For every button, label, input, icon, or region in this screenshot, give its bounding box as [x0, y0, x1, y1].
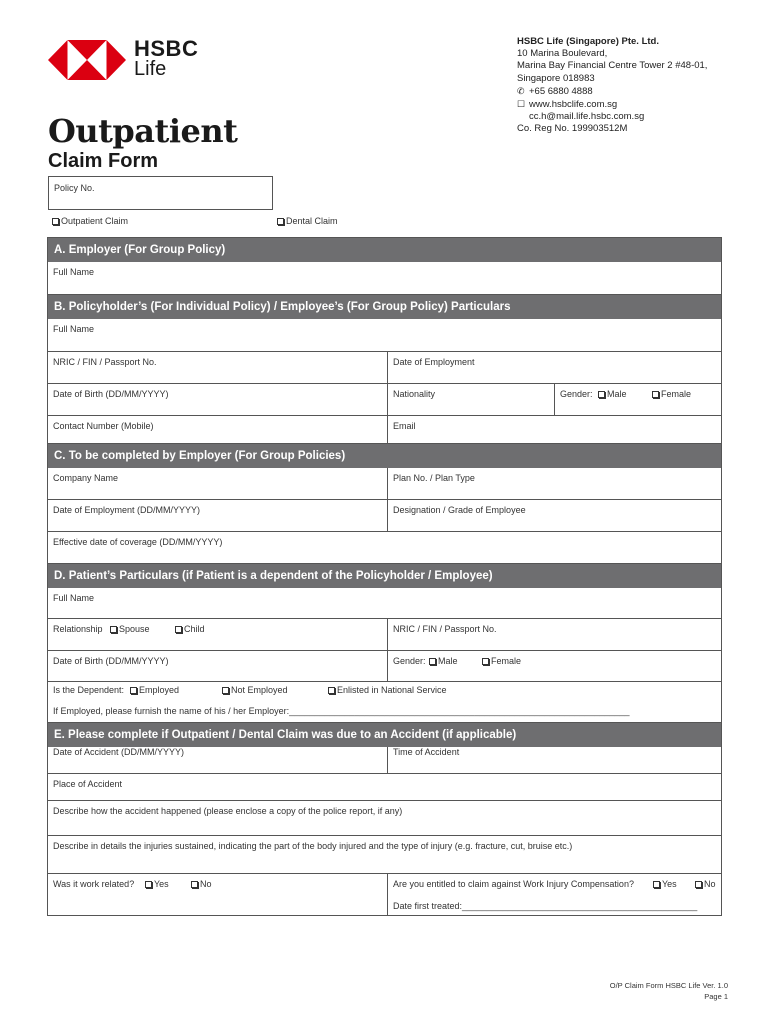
relationship-spouse-option[interactable]: Spouse — [110, 624, 150, 634]
patient-nric-field[interactable]: NRIC / FIN / Passport No. — [388, 619, 721, 651]
company-reg: Co. Reg No. 199903512M — [517, 123, 628, 135]
company-address-1: 10 Marina Boulevard, — [517, 48, 608, 60]
company-phone — [517, 85, 747, 98]
designation-field[interactable]: Designation / Grade of Employee — [388, 500, 721, 532]
patient-gender-female-option[interactable]: Female — [482, 656, 521, 666]
employee-date-employment-field[interactable]: Date of Employment (DD/MM/YYYY) — [48, 500, 388, 532]
checkbox-icon[interactable] — [222, 687, 229, 694]
hsbc-hexagon-icon — [48, 40, 126, 80]
patient-dob-field[interactable]: Date of Birth (DD/MM/YYYY) — [48, 651, 388, 682]
company-info — [517, 36, 747, 136]
company-email[interactable]: cc.h@mail.life.hsbc.com.sg — [529, 111, 645, 123]
company-phone-number: +65 6880 4888 — [529, 85, 593, 97]
hsbc-life-logo — [48, 36, 208, 84]
relationship-child-option[interactable]: Child — [175, 624, 205, 634]
section-b-header: B. Policyholder’s (For Individual Policy) / Employee’s (For Group Policy) Particulars — [48, 295, 721, 319]
policy-no-label: Policy No. — [54, 183, 95, 193]
section-d-header: D. Patient’s Particulars (if Patient is a dependent of the Policyholder / Employee) — [48, 564, 721, 588]
work-related-yes-option[interactable]: Yes — [145, 879, 169, 889]
checkbox-icon[interactable] — [328, 687, 335, 694]
outpatient-claim-option[interactable]: Outpatient Claim — [52, 216, 128, 226]
describe-accident-field[interactable]: Describe how the accident happened (please enclose a copy of the police report, if any) — [48, 801, 721, 836]
checkbox-icon[interactable] — [598, 391, 605, 398]
phone-icon: ✆ — [517, 85, 525, 96]
gender-female-option[interactable]: Female — [652, 389, 691, 399]
employer-name-line[interactable]: If Employed, please furnish the name of his / her Employer:____________________________________________________________________ — [53, 706, 630, 716]
policyholder-dob-field[interactable]: Date of Birth (DD/MM/YYYY) — [48, 384, 388, 416]
policyholder-contact-field[interactable]: Contact Number (Mobile) — [48, 416, 388, 444]
employed-option[interactable]: Employed — [130, 685, 179, 695]
company-address-2: Marina Bay Financial Centre Tower 2 #48-01, — [517, 60, 708, 72]
policyholder-full-name-field[interactable]: Full Name — [48, 319, 721, 352]
company-website — [517, 98, 747, 111]
company-website-url[interactable]: www.hsbclife.com.sg — [529, 99, 618, 111]
patient-gender-field: Gender: Male Female — [388, 651, 721, 682]
employer-full-name-field[interactable]: Full Name — [48, 262, 721, 295]
checkbox-icon[interactable] — [110, 626, 117, 633]
policyholder-email-field[interactable]: Email — [388, 416, 721, 444]
company-name-field[interactable]: Company Name — [48, 468, 388, 500]
work-related-field: Was it work related? Yes No — [48, 874, 388, 915]
footer-page: Page 1 — [704, 992, 728, 1001]
policyholder-gender-field: Gender: Male Female — [555, 384, 721, 416]
checkbox-icon[interactable] — [652, 391, 659, 398]
dependent-status-field — [48, 682, 721, 723]
checkbox-icon[interactable] — [482, 658, 489, 665]
policyholder-nric-field[interactable]: NRIC / FIN / Passport No. — [48, 352, 388, 384]
plan-no-field[interactable]: Plan No. / Plan Type — [388, 468, 721, 500]
footer — [610, 980, 728, 1002]
claim-form — [47, 237, 722, 916]
checkbox-icon[interactable] — [130, 687, 137, 694]
checkbox-icon[interactable] — [429, 658, 436, 665]
date-accident-field[interactable]: Date of Accident (DD/MM/YYYY) — [48, 747, 388, 774]
page-subtitle: Claim Form — [48, 150, 159, 172]
date-first-treated-line[interactable]: Date first treated:_______________________________________________ — [393, 901, 698, 911]
describe-injuries-field[interactable]: Describe in details the injuries sustained, indicating the part of the body injured and the type of injury (e.g. fracture, cut, bruise etc.) — [48, 836, 721, 874]
section-a-header: A. Employer (For Group Policy) — [48, 238, 721, 262]
dental-claim-option[interactable]: Dental Claim — [277, 216, 338, 226]
enlisted-option[interactable]: Enlisted in National Service — [328, 685, 447, 695]
page-title: Outpatient — [48, 112, 238, 150]
wic-field: Are you entitled to claim against Work Injury Compensation? Yes No Date first treated:_______________________________________________ — [393, 879, 716, 911]
checkbox-icon[interactable] — [653, 881, 660, 888]
checkbox-icon[interactable] — [695, 881, 702, 888]
checkbox-icon[interactable] — [191, 881, 198, 888]
work-related-no-option[interactable]: No — [191, 879, 212, 889]
monitor-icon: ☐ — [517, 99, 526, 110]
dependent-label: Is the Dependent: — [53, 685, 125, 695]
wic-no-option[interactable]: No — [695, 879, 716, 889]
patient-gender-male-option[interactable]: Male — [429, 656, 458, 666]
section-e-header: E. Please complete if Outpatient / Dental Claim was due to an Accident (if applicable) — [48, 723, 721, 747]
relationship-field: Relationship Spouse Child — [48, 619, 388, 651]
company-name: HSBC Life (Singapore) Pte. Ltd. — [517, 36, 659, 47]
policy-no-field[interactable] — [48, 176, 273, 210]
section-c-header: C. To be completed by Employer (For Group Policies) — [48, 444, 721, 468]
checkbox-icon[interactable] — [277, 218, 284, 225]
policyholder-date-employment-field[interactable]: Date of Employment — [388, 352, 721, 384]
patient-full-name-field[interactable]: Full Name — [48, 588, 721, 619]
time-accident-field[interactable]: Time of Accident — [388, 747, 721, 774]
place-accident-field[interactable]: Place of Accident — [48, 774, 721, 801]
effective-date-field[interactable]: Effective date of coverage (DD/MM/YYYY) — [48, 532, 721, 564]
not-employed-option[interactable]: Not Employed — [222, 685, 288, 695]
checkbox-icon[interactable] — [175, 626, 182, 633]
checkbox-icon[interactable] — [52, 218, 59, 225]
checkbox-icon[interactable] — [145, 881, 152, 888]
logo-brand: HSBC — [134, 36, 199, 61]
company-address-3: Singapore 018983 — [517, 72, 595, 84]
gender-male-option[interactable]: Male — [598, 389, 627, 399]
policyholder-nationality-field[interactable]: Nationality — [388, 384, 555, 416]
logo-sub: Life — [134, 58, 167, 80]
wic-yes-option[interactable]: Yes — [653, 879, 677, 889]
footer-version: O/P Claim Form HSBC Life Ver. 1.0 — [609, 981, 728, 990]
